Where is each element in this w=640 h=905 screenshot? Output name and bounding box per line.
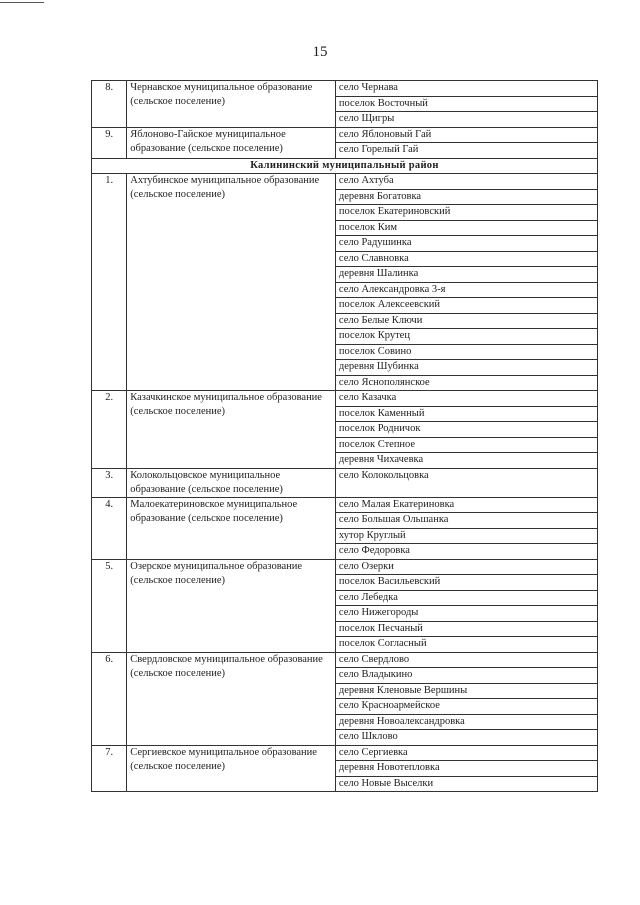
settlement-name: поселок Васильевский xyxy=(335,575,597,591)
municipality-number: 1. xyxy=(92,174,127,391)
municipality-name: Чернавское муниципальное образование (сельское поселение) xyxy=(127,81,336,128)
table-row xyxy=(92,468,598,497)
settlement-name: поселок Каменный xyxy=(335,406,597,422)
settlement-name: деревня Богатовка xyxy=(335,189,597,205)
municipality-number: 8. xyxy=(92,81,127,128)
settlement-name: поселок Крутец xyxy=(335,329,597,345)
corner-mark xyxy=(0,2,44,3)
settlement-name: поселок Екатериновский xyxy=(335,205,597,221)
settlement-name: село Горелый Гай xyxy=(335,143,597,159)
settlements-table-body xyxy=(92,81,598,792)
municipality-number: 2. xyxy=(92,391,127,469)
settlement-name: село Александровка 3-я xyxy=(335,282,597,298)
page-number: 15 xyxy=(312,44,328,60)
settlement-name: село Озерки xyxy=(335,559,597,575)
municipality-number: 3. xyxy=(92,468,127,497)
settlement-name: село Чернава xyxy=(335,81,597,97)
municipality-name: Ахтубинское муниципальное образование (сельское поселение) xyxy=(127,174,336,391)
settlement-name: село Радушинка xyxy=(335,236,597,252)
table-row xyxy=(92,745,598,761)
municipality-name: Озерское муниципальное образование (сельское поселение) xyxy=(127,559,336,652)
settlement-name: деревня Чихачевка xyxy=(335,453,597,469)
settlement-name: село Красноармейское xyxy=(335,699,597,715)
settlement-name: поселок Родничок xyxy=(335,422,597,438)
municipality-name: Сергиевское муниципальное образование (сельское поселение) xyxy=(127,745,336,792)
municipality-number: 7. xyxy=(92,745,127,792)
settlements-table xyxy=(91,80,598,792)
settlement-name: село Федоровка xyxy=(335,544,597,560)
settlement-name: село Яснополянское xyxy=(335,375,597,391)
settlement-name: село Владыкино xyxy=(335,668,597,684)
table-row xyxy=(92,652,598,668)
settlement-name: деревня Шубинка xyxy=(335,360,597,376)
settlement-name: село Свердлово xyxy=(335,652,597,668)
municipality-name: Свердловское муниципальное образование (сельское поселение) xyxy=(127,652,336,745)
table-row xyxy=(92,81,598,97)
settlement-name: поселок Согласный xyxy=(335,637,597,653)
settlement-name: поселок Восточный xyxy=(335,96,597,112)
district-heading: Калининский муниципальный район xyxy=(92,158,598,174)
municipality-number: 6. xyxy=(92,652,127,745)
municipality-number: 9. xyxy=(92,127,127,158)
settlement-name: село Сергиевка xyxy=(335,745,597,761)
settlement-name: село Щигры xyxy=(335,112,597,128)
table-row xyxy=(92,391,598,407)
settlement-name: село Славновка xyxy=(335,251,597,267)
settlement-name: деревня Шалинка xyxy=(335,267,597,283)
table-row xyxy=(92,127,598,143)
settlement-name: село Ахтуба xyxy=(335,174,597,190)
settlement-name: село Малая Екатериновка xyxy=(335,497,597,513)
municipality-number: 5. xyxy=(92,559,127,652)
settlement-name: деревня Новоалександровка xyxy=(335,714,597,730)
municipality-number: 4. xyxy=(92,497,127,559)
settlement-name: хутор Круглый xyxy=(335,528,597,544)
table-row xyxy=(92,559,598,575)
settlement-name: село Нижегороды xyxy=(335,606,597,622)
table-row xyxy=(92,174,598,190)
settlement-name: село Колокольцовка xyxy=(335,468,597,497)
settlement-name: село Шклово xyxy=(335,730,597,746)
settlement-name: село Казачка xyxy=(335,391,597,407)
settlement-name: поселок Совино xyxy=(335,344,597,360)
settlement-name: поселок Степное xyxy=(335,437,597,453)
settlement-name: деревня Кленовые Вершины xyxy=(335,683,597,699)
settlement-name: деревня Новотепловка xyxy=(335,761,597,777)
settlement-name: село Новые Выселки xyxy=(335,776,597,792)
settlement-name: поселок Ким xyxy=(335,220,597,236)
settlement-name: село Лебедка xyxy=(335,590,597,606)
municipality-name: Казачкинское муниципальное образование (сельское поселение) xyxy=(127,391,336,469)
settlement-name: село Большая Ольшанка xyxy=(335,513,597,529)
table-row xyxy=(92,497,598,513)
settlement-name: поселок Песчаный xyxy=(335,621,597,637)
district-row xyxy=(92,158,598,174)
municipality-name: Яблоново-Гайское муниципальное образование (сельское поселение) xyxy=(127,127,336,158)
municipality-name: Малоекатериновское муниципальное образование (сельское поселение) xyxy=(127,497,336,559)
municipality-name: Колокольцовское муниципальное образование (сельское поселение) xyxy=(127,468,336,497)
settlement-name: село Белые Ключи xyxy=(335,313,597,329)
settlement-name: поселок Алексеевский xyxy=(335,298,597,314)
settlement-name: село Яблоновый Гай xyxy=(335,127,597,143)
